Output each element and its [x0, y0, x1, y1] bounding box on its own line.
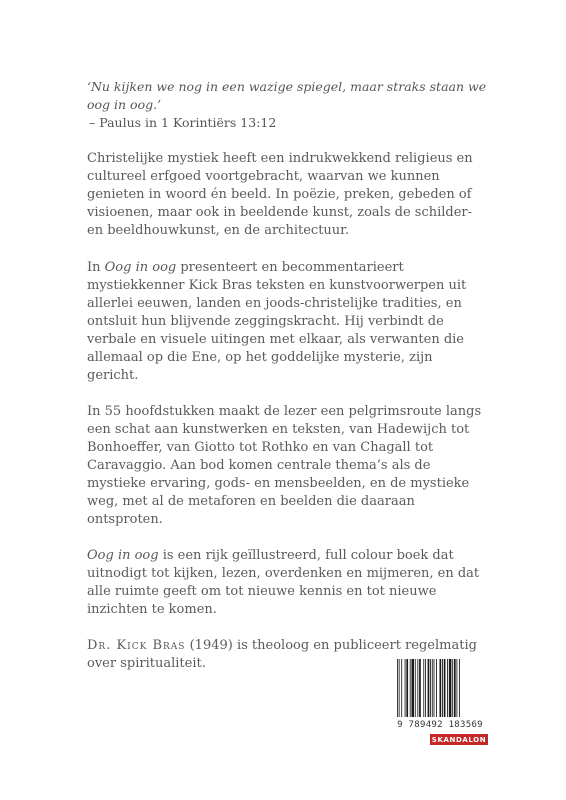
barcode-block	[394, 657, 485, 739]
book-title: Oog in oog	[87, 548, 159, 563]
epigraph-text: ‘Nu kijken we nog in een wazige spiegel, maar straks staan we oog in oog.’	[87, 79, 487, 112]
p2-rest: presenteert en becommentarieert mystiekkenner Kick Bras teksten en kunstvoorwerpen uit allerlei eeuwen, landen en joods-christelijke tradities, en ontsluit hun blijvende zeggingskracht. Hij verbindt de verbale en visuele uitingen met elkaar, als verwanten die allemaal op die Ene, op het goddelijke mysterie, zijn gericht.	[87, 260, 467, 383]
blurb-paragraph-3: In 55 hoofdstukken maakt de lezer een pelgrimsroute langs een schat aan kunstwerken en teksten, van Hadewijch tot Bonhoeffer, van Giotto tot Rothko en van Chagall tot Caravaggio. Aan bod komen centrale thema’s als de mystieke ervaring, gods- en mensbeelden, en de mystieke weg, met al de metaforen en beelden die daaraan ontsproten.	[87, 404, 482, 527]
author-name: Dr. Kick Bras	[87, 638, 186, 653]
p2-lead: In	[87, 260, 105, 275]
blurb-paragraph-4	[87, 547, 487, 619]
isbn-number: 9 789492 183569	[397, 720, 483, 730]
p4-rest: is een rijk geïllustreerd, full colour boek dat uitnodigt tot kijken, lezen, overdenken en mijmeren, en dat alle ruimte geeft om tot nieuwe kennis en tot nieuwe inzichten te komen.	[87, 548, 480, 617]
epigraph-source: – Paulus in 1 Korintiërs 13:12	[89, 115, 277, 130]
blurb-paragraph-1: Christelijke mystiek heeft een indrukwekkend religieus en cultureel erfgoed voortgebracht, waarvan we kunnen genieten in woord én beeld. In poëzie, preken, gebeden of visioenen, maar ook in beeldende kunst, zoals de schilder- en beeldhouwkunst, en de architectuur.	[87, 151, 473, 238]
epigraph	[87, 78, 507, 132]
publisher-logo: SKANDALON	[431, 735, 487, 744]
blurb-paragraph-2	[87, 259, 487, 385]
blurb	[87, 150, 487, 691]
book-title: Oog in oog	[104, 260, 177, 275]
barcode-icon	[394, 657, 485, 719]
author-bio-text: (1949) is theoloog en publiceert regelmatig over spiritualiteit.	[87, 638, 477, 671]
